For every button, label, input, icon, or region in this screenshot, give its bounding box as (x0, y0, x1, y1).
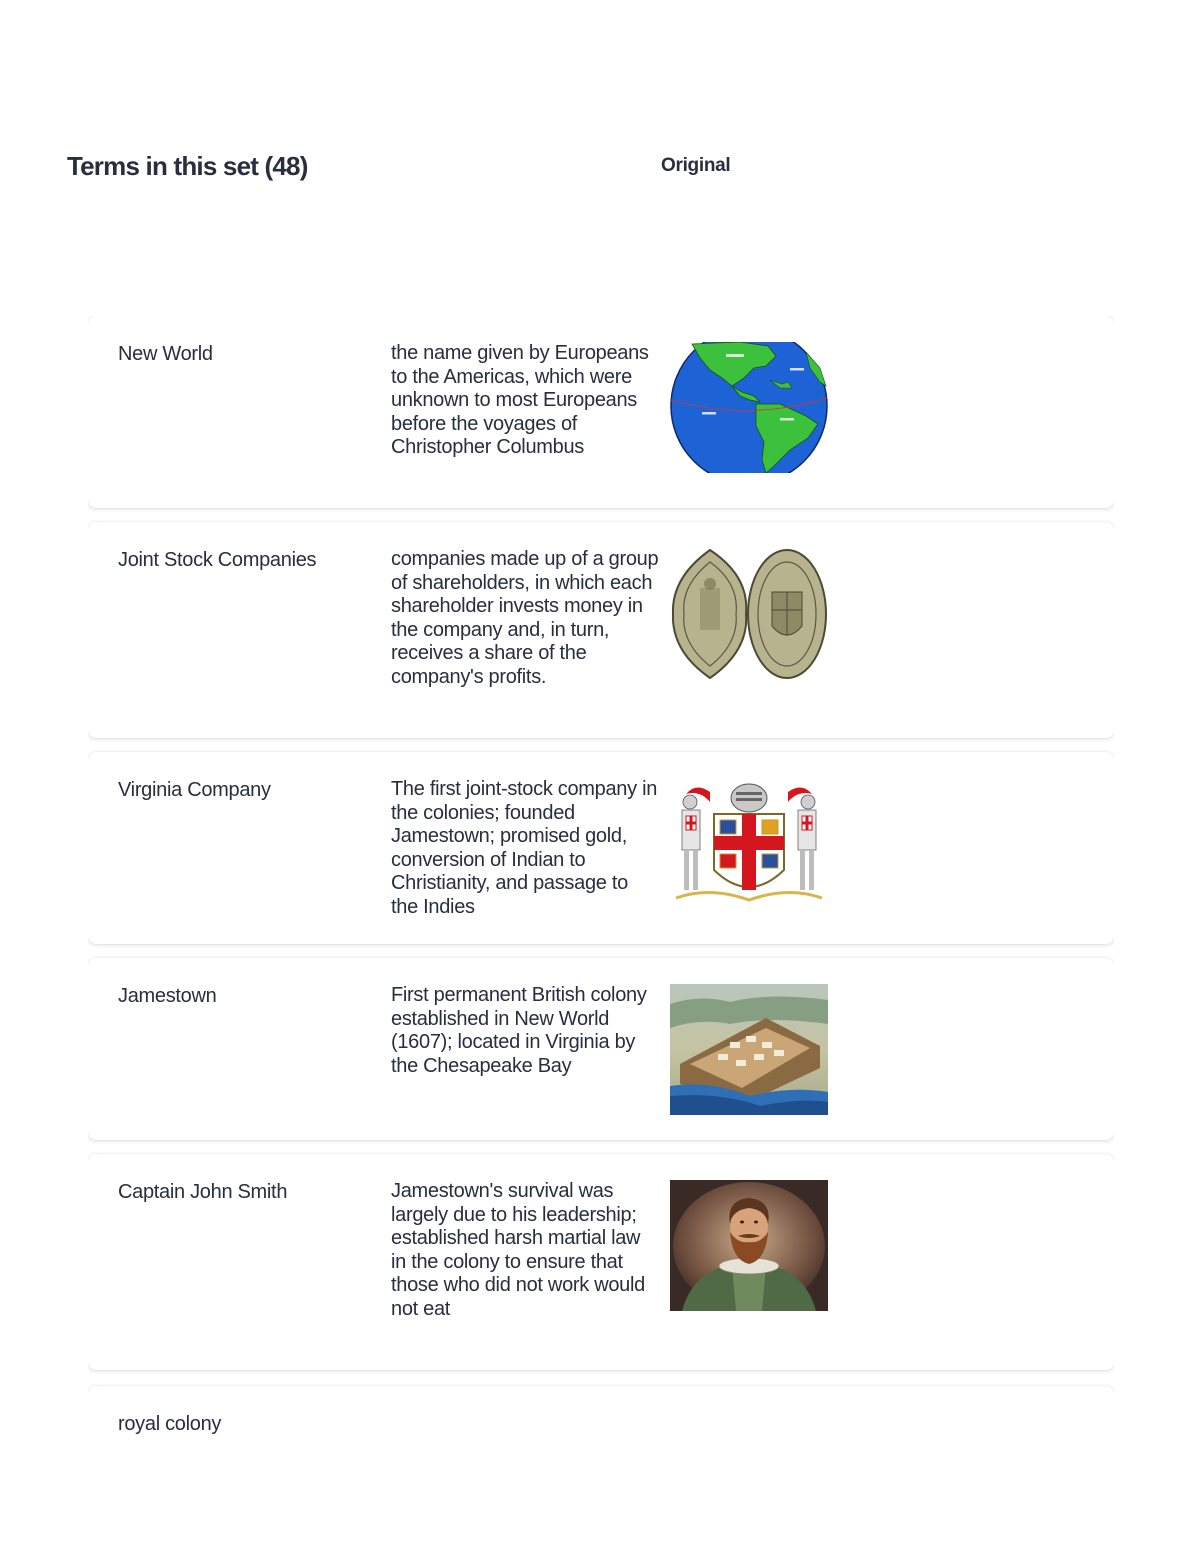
term-card (88, 1154, 1114, 1370)
card-term: Captain John Smith (118, 1181, 288, 1203)
term-card (88, 752, 1114, 944)
card-term: royal colony (118, 1413, 222, 1435)
term-card (88, 1386, 1114, 1498)
card-definition: Jamestown's survival was largely due to his leadership; established harsh martial law in the colony to ensure that those who did not work would not eat (391, 1180, 645, 1320)
set-title: Terms in this set (48) (67, 151, 308, 181)
card-term: Joint Stock Companies (118, 549, 317, 571)
coat-of-arms-image[interactable] (670, 778, 828, 909)
term-card (88, 958, 1114, 1140)
card-definition: companies made up of a group of shareholders, in which each shareholder invests money in the company and, in turn, receives a share of the company's profits. (391, 548, 659, 688)
term-card (88, 522, 1114, 738)
card-term: New World (118, 343, 213, 365)
card-definition: the name given by Europeans to the Americas, which were unknown to most Europeans before the voyages of Christopher Columbus (391, 342, 649, 459)
company-seal-image[interactable] (670, 548, 828, 679)
card-definition: The first joint-stock company in the colonies; founded Jamestown; promised gold, conversion of Indian to Christianity, and passage to the Indies (391, 778, 658, 918)
term-card (88, 316, 1114, 508)
term-card-list (88, 316, 1114, 1498)
card-term: Virginia Company (118, 779, 271, 801)
john-smith-portrait-image[interactable] (670, 1180, 828, 1311)
globe-americas-image[interactable] (670, 342, 828, 473)
card-term: Jamestown (118, 985, 217, 1007)
sort-dropdown[interactable]: Original (661, 155, 731, 176)
jamestown-fort-image[interactable] (670, 984, 828, 1115)
card-definition: First permanent British colony established in New World (1607); located in Virginia by the Chesapeake Bay (391, 984, 647, 1077)
